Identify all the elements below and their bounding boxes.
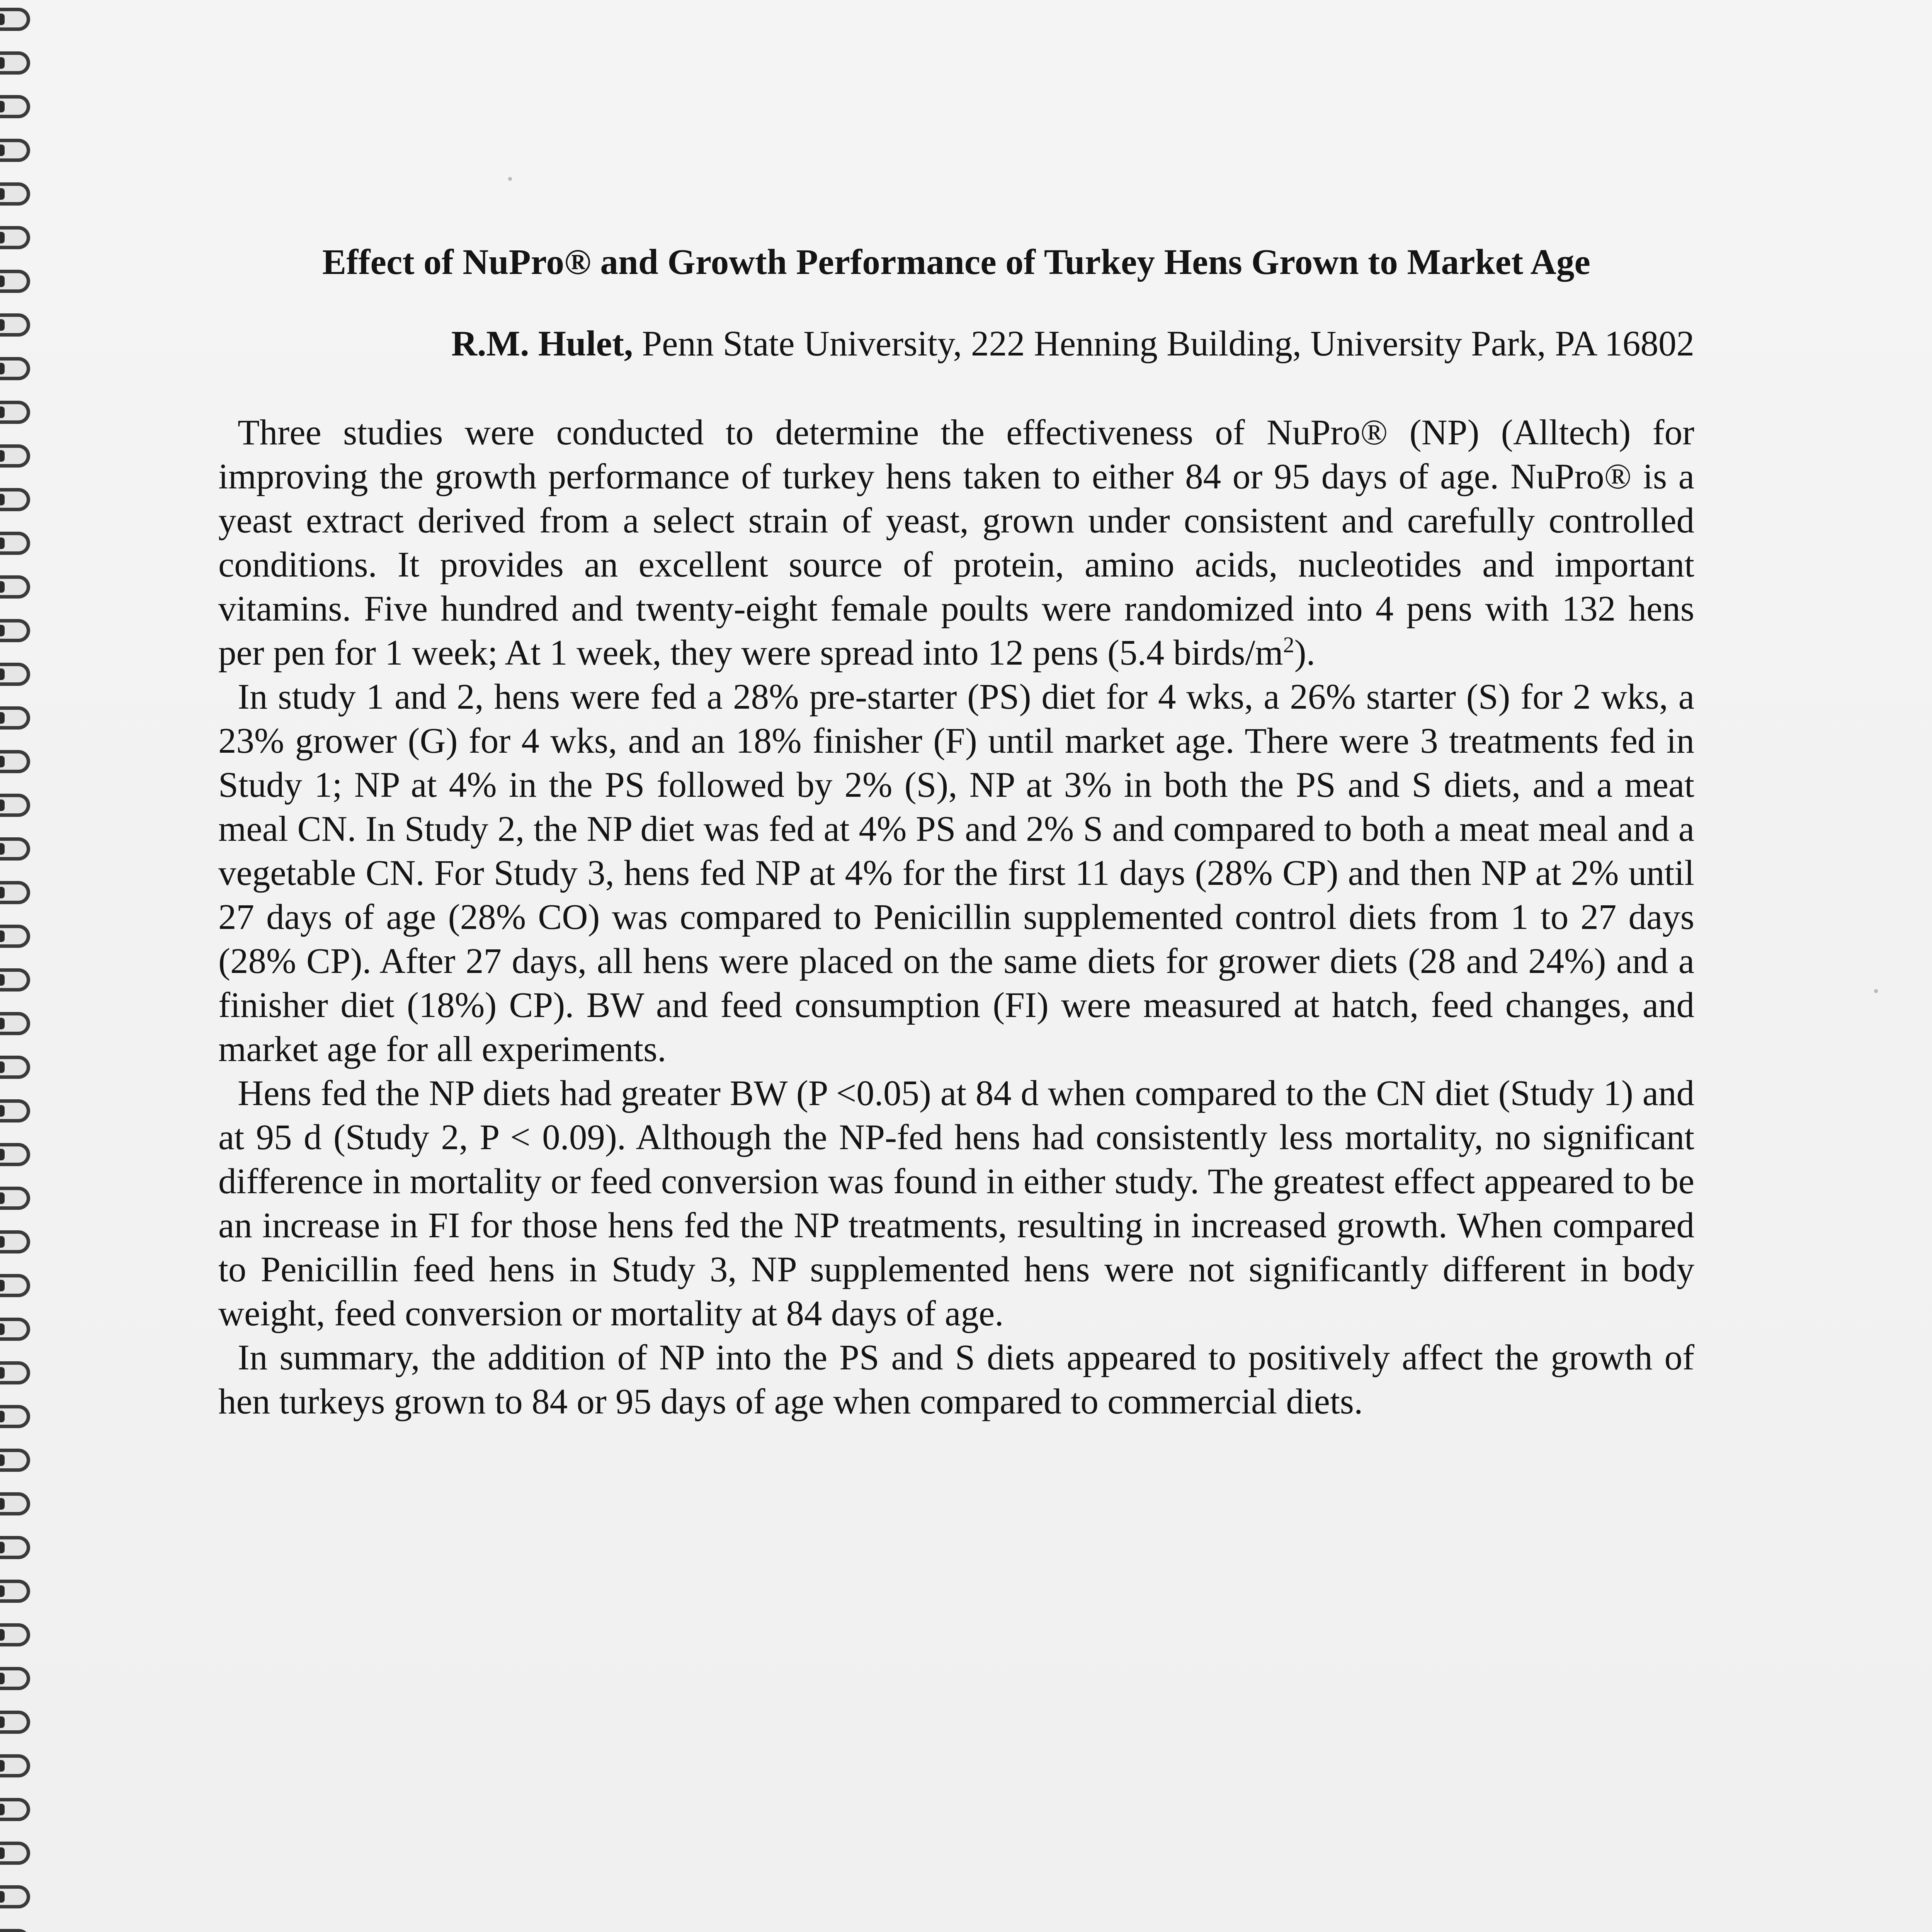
binding-ring xyxy=(0,1056,30,1079)
binding-ring xyxy=(0,663,30,686)
paragraph-intro xyxy=(218,411,1694,675)
binding-ring xyxy=(0,1405,30,1428)
binding-ring xyxy=(0,1667,30,1690)
spiral-binding xyxy=(0,0,46,1932)
binding-ring xyxy=(0,837,30,861)
binding-ring xyxy=(0,1842,30,1865)
binding-ring xyxy=(0,313,30,337)
binding-ring xyxy=(0,1318,30,1341)
binding-ring xyxy=(0,95,30,118)
binding-ring xyxy=(0,1187,30,1210)
binding-ring xyxy=(0,706,30,730)
binding-ring xyxy=(0,226,30,249)
author-affiliation: Penn State University, 222 Henning Building, University Park, PA 16802 xyxy=(633,324,1694,364)
binding-ring xyxy=(0,1099,30,1122)
binding-ring xyxy=(0,1230,30,1253)
document-title: Effect of NuPro® and Growth Performance of Turkey Hens Grown to Market Age xyxy=(322,242,1591,282)
superscript-two: 2 xyxy=(1283,632,1294,657)
binding-ring xyxy=(0,1449,30,1472)
binding-ring xyxy=(0,968,30,992)
binding-ring xyxy=(0,1492,30,1515)
author-name: R.M. Hulet, xyxy=(451,324,633,364)
paragraph-results: Hens fed the NP diets had greater BW (P <0.05) at 84 d when compared to the CN diet (Study 1) and at 95 d (Study 2, P < 0.09). Although the NP-fed hens had consistently less mortality, no significant difference in mortality or feed conversion was found in either study. The greatest effect appeared to be an increase in FI for those hens fed the NP treatments, resulting in increased growth. When compared to Penicillin feed hens in Study 3, NP supplemented hens were not significantly different in body weight, feed conversion or mortality at 84 days of age. xyxy=(218,1073,1694,1333)
paragraph-summary: In summary, the addition of NP into the PS and S diets appeared to positively affect the growth of hen turkeys grown to 84 or 95 days of age when compared to commercial diets. xyxy=(218,1338,1694,1422)
binding-ring xyxy=(0,1929,30,1932)
scan-speck xyxy=(1874,989,1878,993)
binding-ring xyxy=(0,532,30,555)
binding-ring xyxy=(0,51,30,75)
author-line xyxy=(218,323,1694,364)
binding-ring xyxy=(0,1798,30,1821)
binding-ring xyxy=(0,444,30,468)
binding-ring xyxy=(0,357,30,380)
paragraph-intro-text: Three studies were conducted to determine the effectiveness of NuPro® (NP) (Alltech) for improving the growth performance of turkey hens taken to either 84 or 95 days of age. NuPro® is a yeast extract derived from a select strain of yeast, grown under consistent and carefully controlled conditions. It provides an excellent source of protein, amino acids, nucleotides and important vitamins. Five hundred and twenty-eight female poults were randomized into 4 pens with 132 hens per pen for 1 week; At 1 week, they were spread into 12 pens (5.4 birds/m xyxy=(218,413,1694,673)
binding-ring xyxy=(0,1623,30,1646)
binding-ring xyxy=(0,1143,30,1166)
paragraph-intro-end: ). xyxy=(1294,633,1315,673)
binding-ring xyxy=(0,182,30,206)
abstract-content xyxy=(218,242,1694,1424)
binding-ring xyxy=(0,1885,30,1908)
binding-ring xyxy=(0,794,30,817)
binding-ring xyxy=(0,925,30,948)
binding-ring xyxy=(0,488,30,511)
scan-speck xyxy=(508,177,512,181)
binding-ring xyxy=(0,619,30,642)
binding-ring xyxy=(0,270,30,293)
binding-ring xyxy=(0,575,30,599)
binding-ring xyxy=(0,139,30,162)
binding-ring xyxy=(0,881,30,904)
binding-ring xyxy=(0,1711,30,1734)
binding-ring xyxy=(0,750,30,773)
binding-ring xyxy=(0,1274,30,1297)
binding-ring xyxy=(0,1754,30,1777)
binding-ring xyxy=(0,1580,30,1603)
binding-ring xyxy=(0,1012,30,1035)
binding-ring xyxy=(0,8,30,31)
binding-ring xyxy=(0,401,30,424)
binding-ring xyxy=(0,1536,30,1559)
abstract-body xyxy=(218,411,1694,1424)
paragraph-methods: In study 1 and 2, hens were fed a 28% pre-starter (PS) diet for 4 wks, a 26% starter (S) for 2 wks, a 23% grower (G) for 4 wks, and an 18% finisher (F) until market age. There were 3 treatments fed in Study 1; NP at 4% in the PS followed by 2% (S), NP at 3% in both the PS and S diets, and a meat meal CN. In Study 2, the NP diet was fed at 4% PS and 2% S and compared to both a meat meal and a vegetable CN. For Study 3, hens fed NP at 4% for the first 11 days (28% CP) and then NP at 2% until 27 days of age (28% CO) was compared to Penicillin supplemented control diets from 1 to 27 days (28% CP). After 27 days, all hens were placed on the same diets for grower diets (28 and 24%) and a finisher diet (18%) CP). BW and feed consumption (FI) were measured at hatch, feed changes, and market age for all experiments. xyxy=(218,677,1694,1069)
binding-ring xyxy=(0,1361,30,1384)
